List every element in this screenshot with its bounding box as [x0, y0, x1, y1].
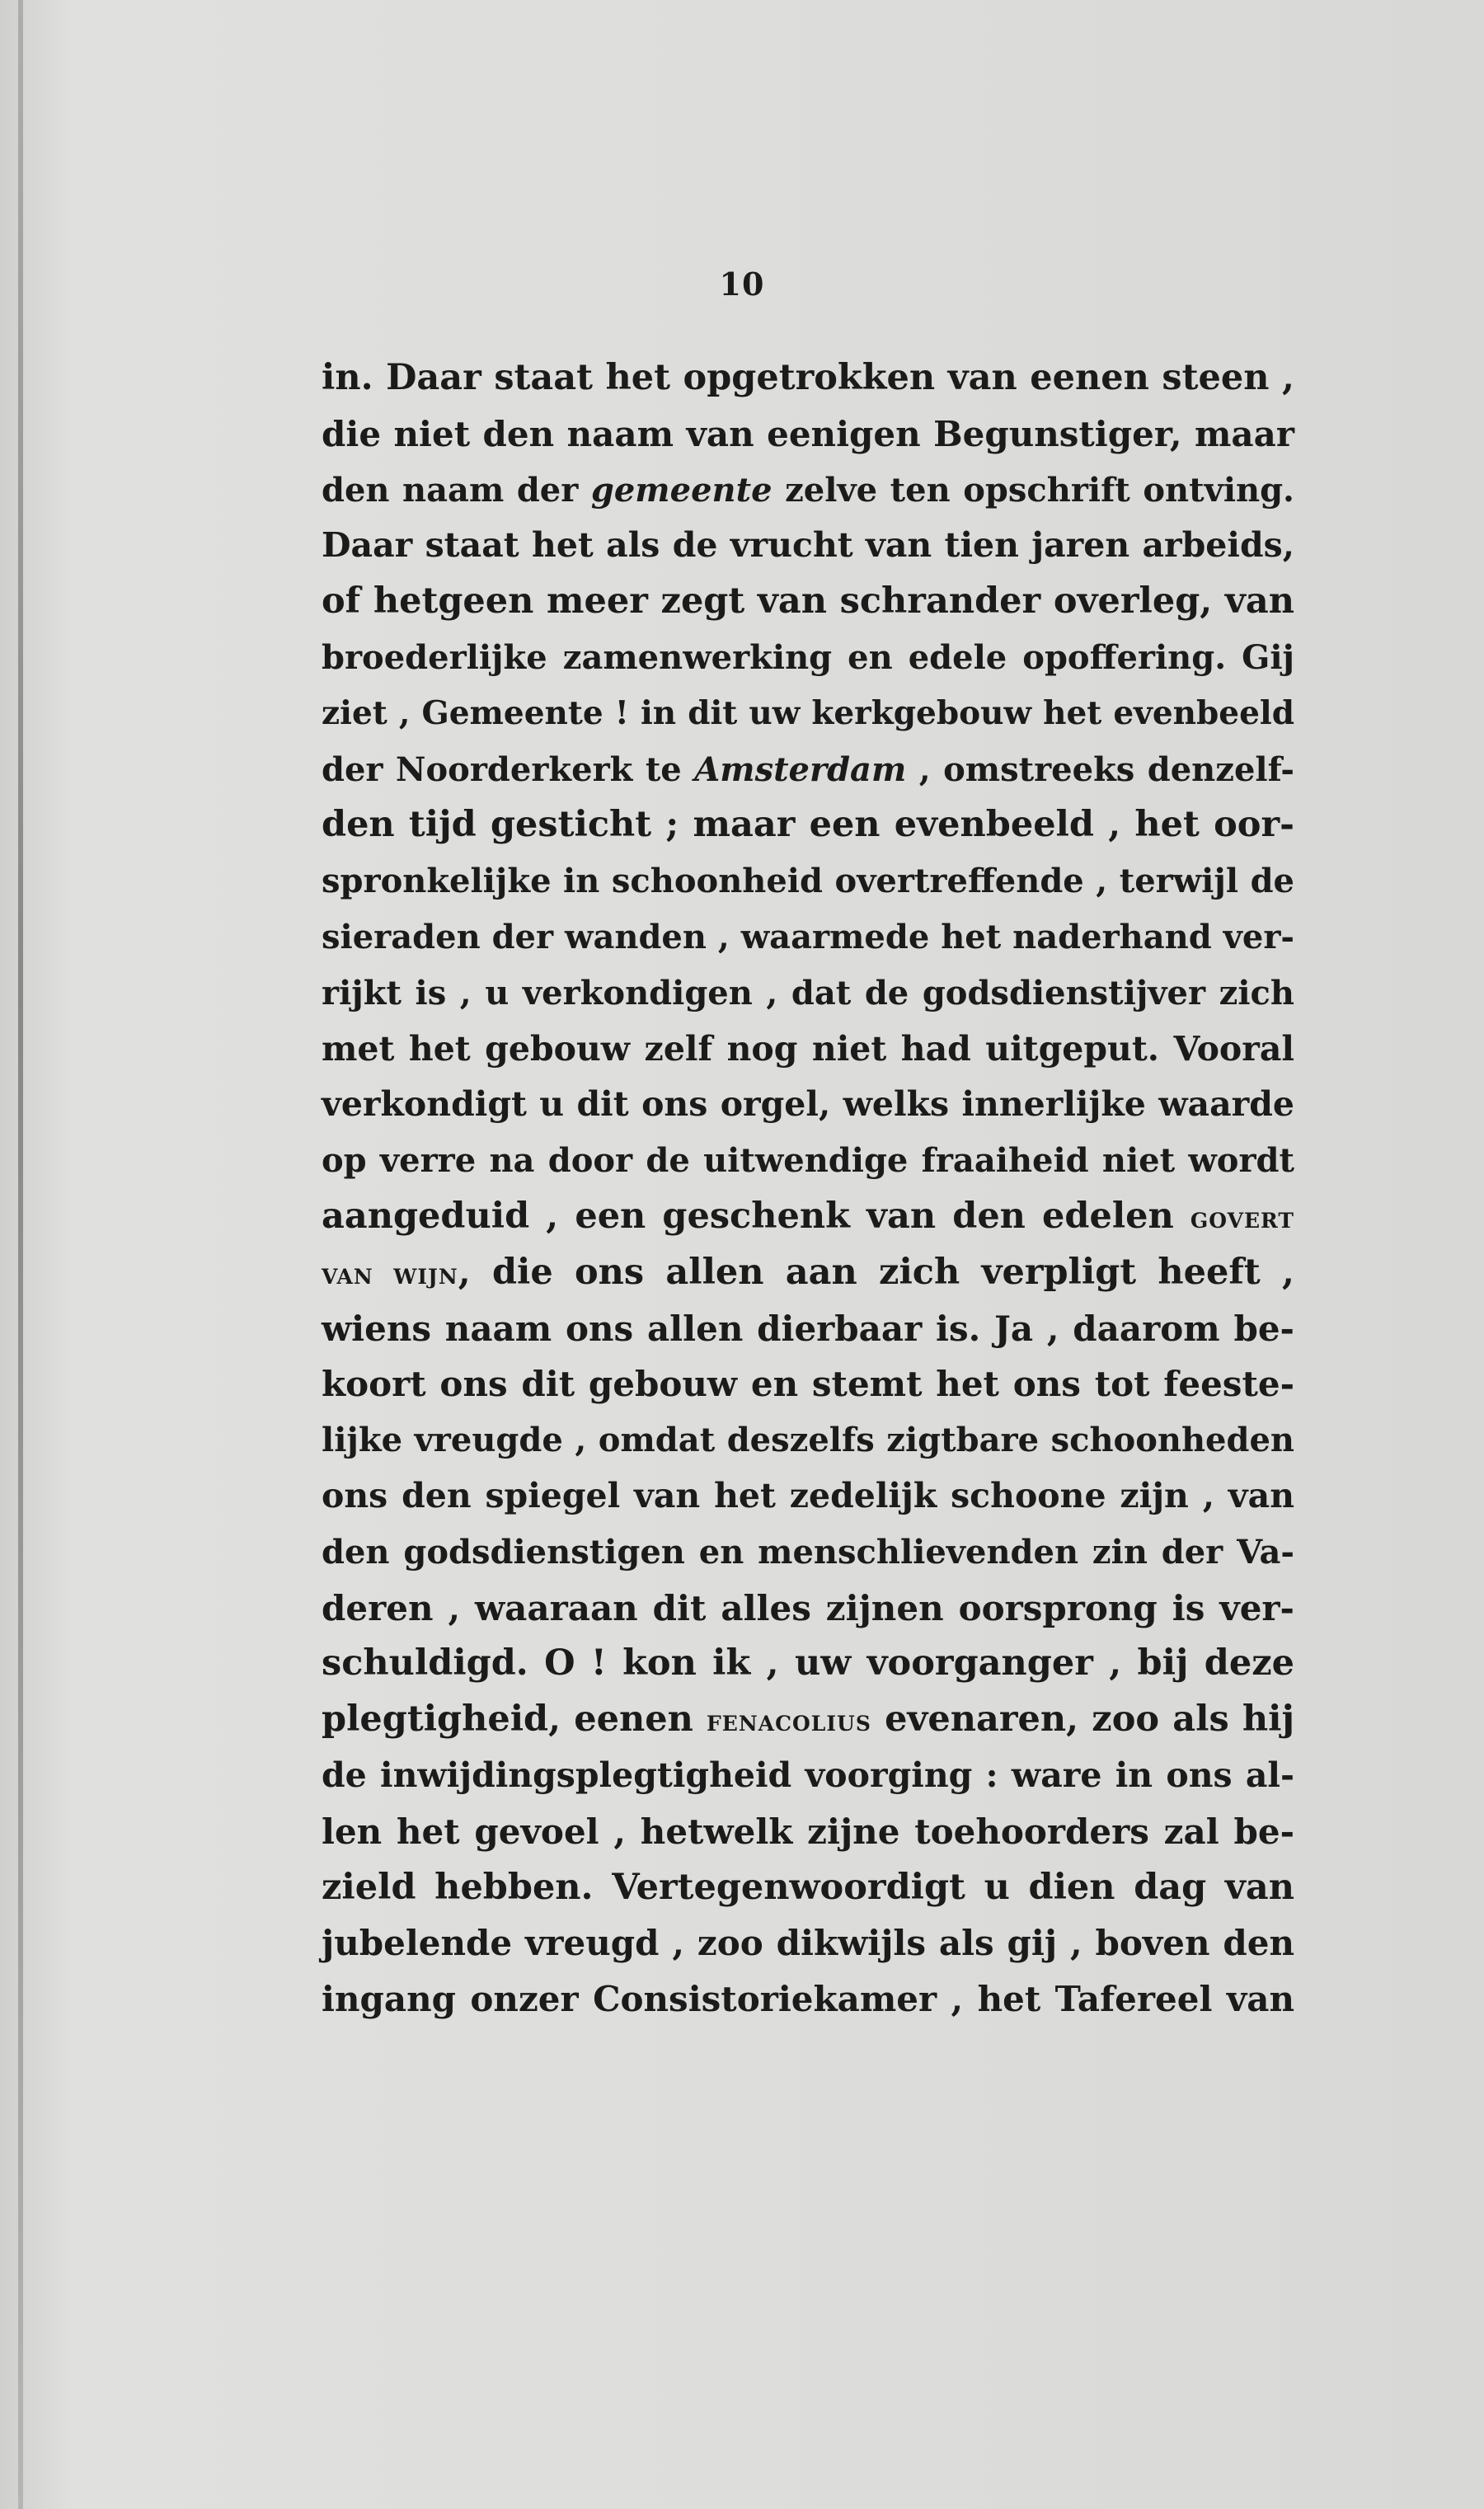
text-line: ingang onzer Consistoriekamer , het Tafereel van	[322, 1979, 1294, 2020]
text-line: aangeduid , een geschenk van den edelen govert	[322, 1195, 1294, 1237]
text-line: spronkelijke in schoonheid overtreffende , terwijl de	[322, 862, 1294, 901]
page-number: 10	[719, 265, 765, 303]
text-line: jubelende vreugd , zoo dikwijls als gij , boven den	[322, 1923, 1294, 1964]
text-line: ons den spiegel van het zedelijk schoone zijn , van	[322, 1475, 1294, 1515]
text-line: met het gebouw zelf nog niet had uitgeput. Vooral	[322, 1028, 1294, 1069]
text-line: die niet den naam van eenigen Begunstiger, maar	[322, 413, 1294, 454]
text-line: der Noorderkerk te Amsterdam , omstreeks denzelf-	[322, 749, 1295, 789]
body-text	[322, 350, 1294, 2027]
text-line: plegtigheid, eenen fenacolius evenaren, zoo als hij	[322, 1699, 1294, 1741]
text-line: van wijn, die ons allen aan zich verpligt heeft ,	[322, 1251, 1294, 1293]
text-line: len het gevoel , hetwelk zijne toehoorders zal be-	[322, 1811, 1294, 1852]
binding-edge	[18, 0, 23, 2509]
text-line: zield hebben. Vertegenwoordigt u dien dag van	[322, 1866, 1294, 1908]
text-line: wiens naam ons allen dierbaar is. Ja , daarom be-	[322, 1308, 1294, 1349]
small-caps-name: govert	[1190, 1200, 1294, 1235]
text-line: den godsdienstigen en menschlievenden zin der Va-	[322, 1532, 1294, 1572]
text-line: den naam der gemeente zelve ten opschrift ontving.	[322, 470, 1294, 510]
text-line: in. Daar staat het opgetrokken van eenen steen ,	[322, 357, 1294, 398]
small-caps-name: van wijn	[322, 1257, 458, 1291]
text-line: deren , waaraan dit alles zijnen oorsprong is ver-	[322, 1587, 1294, 1628]
text-line: schuldigd. O ! kon ik , uw voorganger , bij deze	[322, 1642, 1294, 1684]
text-line: ziet , Gemeente ! in dit uw kerkgebouw het evenbeeld	[322, 693, 1294, 732]
text-line: verkondigt u dit ons orgel, welks innerlijke waarde	[322, 1084, 1294, 1125]
italic-word: Amsterdam	[694, 749, 907, 789]
italic-word: gemeente	[590, 470, 773, 510]
text-line: broederlijke zamenwerking en edele opoffering. Gij	[322, 637, 1294, 677]
text-line: Daar staat het als de vrucht van tien jaren arbeids,	[322, 525, 1294, 566]
text-line: sieraden der wanden , waarmede het naderhand ver-	[322, 917, 1294, 956]
text-line: op verre na door de uitwendige fraaiheid niet wordt	[322, 1141, 1294, 1181]
text-line: of hetgeen meer zegt van schrander overleg, van	[322, 580, 1294, 623]
text-line: koort ons dit gebouw en stemt het ons tot feeste-	[322, 1364, 1294, 1405]
text-line: de inwijdingsplegtigheid voorging : ware in ons al-	[322, 1755, 1294, 1795]
text-line: lijke vreugde , omdat deszelfs zigtbare schoonheden	[322, 1421, 1294, 1460]
text-line: rijkt is , u verkondigen , dat de godsdienstijver zich	[322, 973, 1294, 1013]
small-caps-name: fenacolius	[707, 1704, 871, 1739]
text-line: den tijd gesticht ; maar een evenbeeld , het oor-	[322, 804, 1294, 846]
